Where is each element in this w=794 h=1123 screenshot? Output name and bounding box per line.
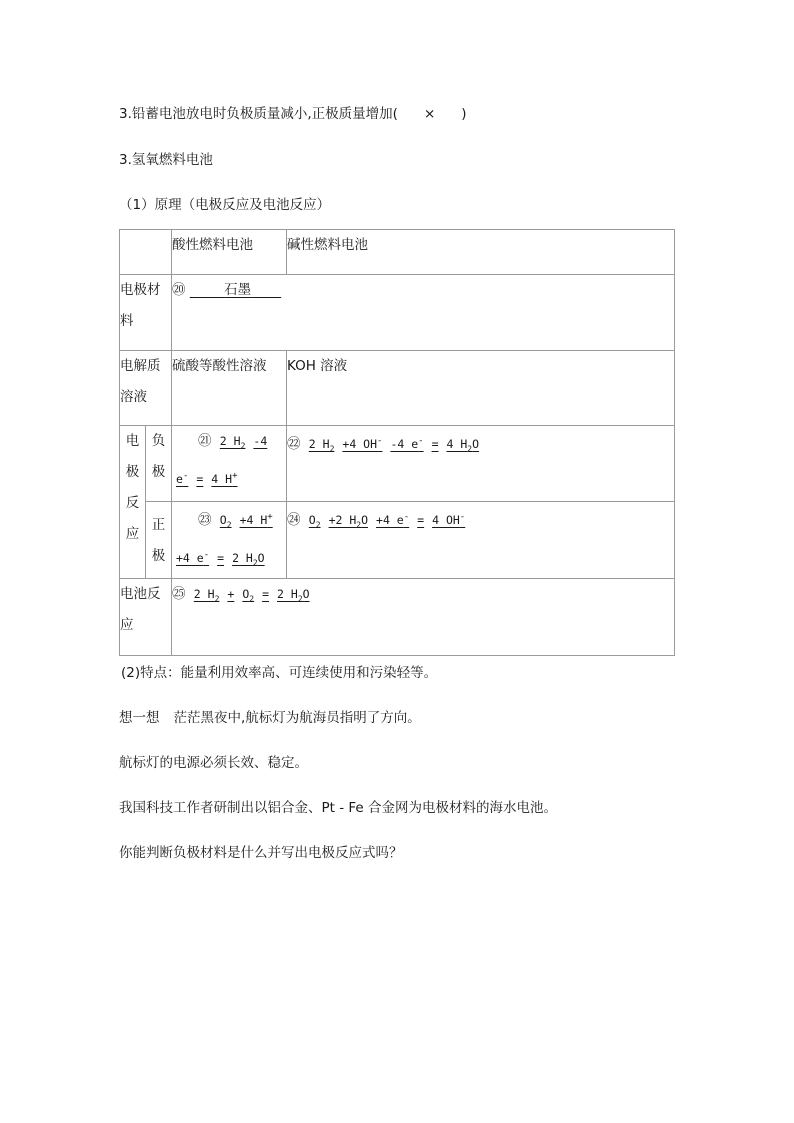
table-row [120, 502, 675, 579]
negative-base-equation [287, 426, 675, 502]
eq-term: e- [176, 471, 189, 487]
eq-term: 2 $H_2O$ [232, 550, 265, 568]
eq-term: +4 e- [376, 512, 410, 527]
eq-term: = [417, 512, 425, 527]
material-answer-text: 石墨 [224, 282, 252, 298]
question-line: 你能判断负极材料是什么并写出电极反应式吗？ [119, 845, 403, 861]
blank-number: ㉒ [287, 435, 301, 452]
eq-term: +4 e- [176, 550, 210, 565]
eq-term: +4 H+ [239, 512, 273, 527]
positive-label: 正极 [146, 502, 172, 579]
eq-term: $O_2$ [242, 587, 255, 604]
electrolyte-label: 电解质溶液 [120, 351, 172, 426]
electrolyte-base: KOH 溶液 [287, 351, 675, 426]
material-answer [190, 282, 281, 298]
cell-reaction-label: 电池反应 [120, 579, 172, 656]
eq-term: 2 $H_2$ [219, 434, 246, 451]
think-text: 茫茫黑夜中,航标灯为航海员指明了方向。 [173, 710, 421, 726]
blank-number: ㉓ [198, 511, 212, 528]
material-label: 电极材料 [120, 275, 172, 351]
eq-term: + [227, 587, 235, 602]
closing-paren: ) [461, 106, 467, 122]
answer-mark: × [423, 106, 436, 122]
blank-number: ㉑ [198, 433, 212, 449]
positive-base-equation [287, 502, 675, 579]
paragraph: 航标灯的电源必须长效、稳定。 [119, 755, 308, 771]
eq-term: -4 [253, 434, 268, 448]
table-row [120, 230, 675, 275]
statement-text: 3.铅蓄电池放电时负极质量减小,正极质量增加( [119, 106, 398, 122]
blank-number: ㉔ [287, 511, 301, 528]
negative-acid-equation [172, 426, 287, 502]
electrolyte-acid: 硫酸等酸性溶液 [172, 351, 287, 426]
paragraph: 我国科技工作者研制出以铝合金、Pt - Fe 合金网为电极材料的海水电池。 [119, 800, 558, 816]
statement-line [119, 102, 467, 122]
table-row [120, 351, 675, 426]
reaction-label: 电极反应 [120, 426, 146, 579]
eq-term: +2 $H_2O$ [328, 512, 369, 530]
eq-term: $O_2$ [219, 512, 232, 530]
table-row [120, 275, 675, 351]
eq-term: 4 H+ [211, 471, 238, 487]
positive-acid-equation [172, 502, 287, 579]
negative-label: 负极 [146, 426, 172, 502]
eq-term: 2 $H_2$ [193, 587, 220, 604]
eq-term: -4 e- [390, 436, 424, 451]
table-row [120, 579, 675, 656]
eq-term: +4 OH- [342, 436, 383, 451]
eq-term: 2 $H_2$ [308, 436, 335, 454]
eq-term: = [262, 587, 270, 602]
features-line: (2)特点：能量利用效率高、可连续使用和污染轻等。 [121, 665, 438, 681]
blank-number: ⑳ [172, 282, 186, 298]
material-value-cell [172, 275, 675, 351]
eq-term: 4 OH- [432, 512, 466, 527]
eq-term: = [431, 436, 439, 451]
section-heading: 3.氢氧燃料电池 [119, 152, 213, 168]
eq-term: = [196, 472, 204, 487]
eq-term: $O_2$ [308, 512, 321, 530]
think-line [119, 706, 421, 726]
think-label: 想一想 [119, 710, 160, 726]
table-row [120, 426, 675, 502]
cell-reaction-equation [172, 579, 675, 656]
blank-number: ㉕ [172, 586, 186, 603]
eq-term: 2 $H_2O$ [277, 587, 310, 604]
eq-term: = [217, 550, 225, 565]
fuel-cell-table [119, 229, 675, 656]
subsection-heading: （1）原理（电极反应及电池反应） [119, 197, 331, 213]
eq-term: 4 $H_2O$ [446, 436, 480, 454]
corner-cell [120, 230, 172, 275]
header-acid: 酸性燃料电池 [172, 230, 287, 275]
header-base: 碱性燃料电池 [287, 230, 675, 275]
